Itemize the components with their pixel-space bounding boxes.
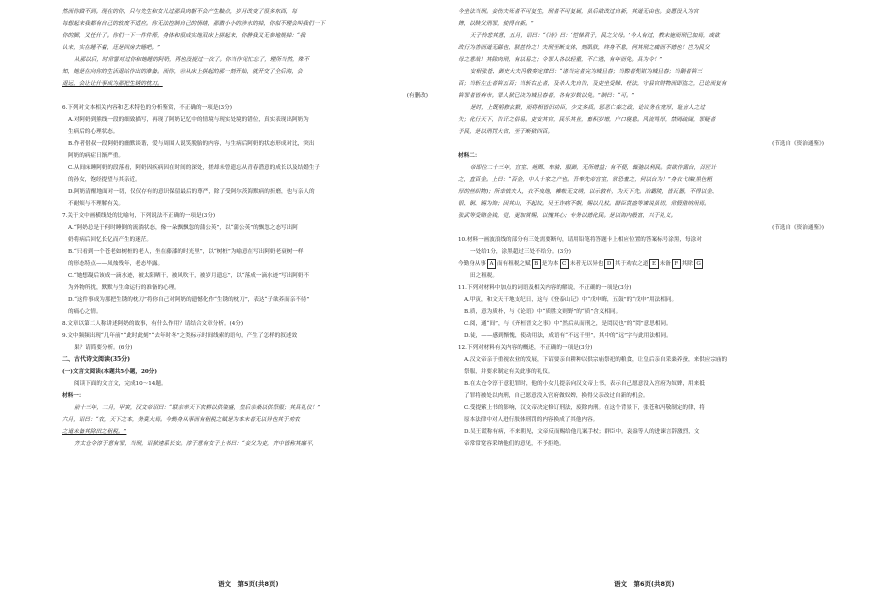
- text-line: 田之租税。: [470, 273, 498, 279]
- text-line: B.作者借叔一段阿奶的幽默谈谐，爱与周围人说笑脱胎的内容，与生病后阿奶的状态形成对比，突出: [68, 141, 315, 147]
- text-line: 的孙女，饱经提望与其亲近。: [68, 177, 141, 183]
- text-line: D.徒，——感到惭愧，使动用法，成语有“不远千里”，其中的“远”字与此用法相同。: [464, 333, 672, 339]
- text-line: 今坐法当刑。妾伤夫死者不可复生，刑者不可复属，虽后欲改过自新，其道无由也。妾愿没入为官: [458, 9, 699, 15]
- answer-box[interactable]: G: [694, 259, 703, 269]
- text-line: 认来，实在睡不着，还是回房去睡吧。”: [62, 45, 160, 51]
- text-line: B.“只看到一个苍老如树桩的老人，坐在藤漆的时光里”，以“树桩”为喻意在写出阿奶老衰树一样: [68, 249, 304, 255]
- text-line: 笞罪者皆弃市。罪人狱已决为城旦舂者，各有岁数以免。”制曰：“可。”: [458, 93, 635, 99]
- text-line: 帝即位二十三年，宫室、苑囿、车骑、服御，无所增益；有不便，辄弛以利民。尝欲作露台，召匠计: [470, 165, 717, 171]
- text-line: 不耐烦与不理解有关。: [68, 201, 124, 207]
- text-segment: 是为本: [541, 261, 559, 267]
- text-line: 婢，以赎父刑罪，使得自新。”: [458, 21, 534, 27]
- text-line: B.质，意为质朴，与《论语》中“质胜文则野”的“质”含义相同。: [464, 309, 622, 315]
- answer-box[interactable]: A: [487, 259, 496, 269]
- text-line: 的形态特点——凤烛残年，老态毕露。: [68, 261, 164, 267]
- answer-box[interactable]: C: [560, 259, 569, 269]
- text-line: 二、古代诗文阅读(35分): [62, 356, 131, 363]
- text-line: 阿奶的病症日渐严重。: [68, 153, 124, 159]
- text-line: (节选自《资治通鉴》): [772, 141, 824, 147]
- text-line: 予民，是以刑罚大省，至于断狱四百。: [458, 129, 554, 135]
- sentence-break-answer-boxes: [458, 258, 834, 270]
- text-line: 材料二：: [458, 153, 481, 159]
- right-page-column: [458, 6, 834, 450]
- text-line: 安相张苍、御史大夫冯敬奏定律曰：“诸当完者完为城旦舂；当黥者髡钳为城旦舂；当劓者笞三: [470, 69, 703, 75]
- text-line: 12.下列对材料有关内容的概述，不正确的一项是(3分): [458, 345, 593, 351]
- text-line: 奶将病后回忆长亿而产生的迷茫。: [68, 237, 152, 243]
- text-line: 六月，诏曰：“农，天下之本，务莫大焉。今勤身从事而有租税之赋是为本末者无以异也其于劝农: [62, 417, 300, 423]
- text-line: A.“阿奶总是于何时睡倒的流淌状态，像一朵飘飘忽的蒲公英”，以“蒲公英”的飘忽之态写出阿: [68, 225, 298, 231]
- text-line: 原本法律中对人进行肢体刑罚的内容换成了其他内容。: [464, 417, 599, 423]
- text-line: 阅读下面的文言文，完成10～14题。: [74, 381, 167, 387]
- text-line: (一)文言文阅读(本题共5小题，20分): [62, 369, 157, 375]
- text-line: 母之意哉！其除肉刑，有以易之；令罪人各以轻重，不亡逃，有年而免。具为令！”: [458, 57, 663, 63]
- text-line: 祭服，并要求制定有关此事的礼仪。: [464, 369, 554, 375]
- answer-box[interactable]: F: [672, 259, 681, 269]
- text-line: 张武等受赂金钱，觉，更加赏赐，以愧其心；专务以德化民。是以海内殷富，兴于礼义。: [458, 213, 677, 219]
- left-page-footer: 语文 第5页(共8页): [218, 580, 279, 588]
- text-line: (节选自《资治通鉴》): [772, 225, 824, 231]
- text-line: 是时，上既躬修玄默，而将相皆旧功臣，少文多质。惩恶亡秦之政，论议务在宽厚，耻言人之过: [470, 105, 705, 111]
- text-line: 失；化行天下，告讦之俗易。吏安其官，民乐其业，畜积岁增，户口寝息。风流笃厚，禁罔疏阔，罪疑者: [458, 117, 716, 123]
- text-line: C.受提萦上书的影响，汉文帝决定修订刑法，废除肉刑。在这个背景下，张苍和冯敬制定的律，将: [464, 405, 705, 411]
- text-line: 一处给1分，涂黑超过三处不给分。(3分): [470, 249, 571, 255]
- text-line: 百；当斩左止者笞五百；当斩右止者，及杀人先自告，及吏坐受赇、枉法，守县官财物而即盗之，已论而复有: [458, 81, 727, 87]
- text-line: 果？请简要分析。(6分): [74, 345, 133, 351]
- text-line: 从那以后，时常譬对过你和她睡的阿奶，再也没提过一次了。你当作见忙忘了，理所当然，殊不: [74, 57, 309, 63]
- text-line: 你的脚，又任什了。你们一下一件件帮，身体和很成实地双床上拼起来，你静我又无参地规掉：“我: [62, 33, 306, 39]
- text-line: 10.材料一画波浪线的部分有三处需要断句，请用铅笔将答题卡上相应位置的答案标号涂黑，每涂对: [458, 237, 702, 243]
- text-line: 为外物所扰，默默与生命运行的准备的心理。: [68, 285, 180, 291]
- text-line: 生病后的心理状态。: [68, 129, 119, 135]
- text-line: 每想起来我都有自己的软度不适应。你无法控制自己的情绪，那微小小的涉水的掉，你似不理会叫我们一下: [62, 21, 325, 27]
- text-line: 银、铜、锡为饰；因其山，不起坟。吴王诈病不朝，赐以几杖。群臣袁盎等谏说虽切，常假借纳用焉。: [458, 201, 710, 207]
- text-line: C.阅，通“间”，与《齐桓晋文之事》中“然后从而刑之，是罔民也”的“罔”意思相同。: [464, 321, 672, 327]
- text-line: 然而你做不到。现在的你，只与先生和女儿过那具肉躯不会产生触点，岁月改变了很多东西，每: [62, 9, 297, 15]
- left-page-column: [62, 6, 438, 450]
- text-line: D.“这件事成为那把生锈的枕刀”将你自己对阿奶的遗憾化作“生锈的枕刀”，表达“子欲养而亲不待”: [68, 297, 310, 303]
- answer-box[interactable]: E: [649, 259, 658, 269]
- text-line: 6.下列对文本相关内容和艺术特色的分析鉴赏，不正确的一项是(3分): [62, 105, 232, 111]
- text-line: D.吴王谎称有病，不来朝见，文帝反而赐给他几案手杖；群臣中，袁盎等人的进谏言辞激烈，文: [464, 429, 700, 435]
- text-line: 齐太仓令淳于意有罪，当刑，诏狱速系长安。淳于意有女子上书曰：“妾父为吏，齐中皆称其廉平，: [74, 441, 318, 447]
- text-line: 天子怜悲其意，五月，诏曰：“《诗》曰：‘恺悌君子，民之父母。’今人有过，教未施而刑已加焉，或欲: [470, 33, 720, 39]
- text-line: 厚的丝织物)；所幸慎夫人，衣不曳地，帷帐无文绣，以示敦朴，为天下先。治霸陵，皆瓦器，不得以金、: [458, 189, 718, 195]
- text-line: 帝常常宽容采纳他们的意见，不予拒绝。: [464, 441, 565, 447]
- text-segment: 而有租税之赋: [497, 261, 531, 267]
- text-line: 了罪将被处以肉刑，自己愿意没入官府做奴婢，换得父亲改过自新的机会。: [464, 393, 649, 399]
- text-segment: 今勤身从事: [458, 261, 486, 267]
- text-line: C.从间床睡阿奶的段落看，阿奶因疾病因在时间的深处，搓却未曾遗忘从青春潜意的成长以及结婚生子: [68, 165, 320, 171]
- text-line: 9.文中频频出现“几年前”“此时此刻”“去年时冬”之类标示时间线索的语句，产生了怎样的叙述效: [62, 333, 298, 339]
- text-segment: 其除: [681, 261, 693, 267]
- text-segment: 未备: [659, 261, 671, 267]
- text-line: 退远，会让让什事成为那把生锈的枕刀。: [62, 81, 163, 87]
- text-line: 8.文章以第二人称讲述阿奶的故事，有什么作用？请结合文章分析。(4分): [62, 321, 244, 327]
- answer-box[interactable]: D: [604, 259, 614, 269]
- text-line: 之，直百金。上曰：“百金，中人十家之产也。吾奉先帝宫室，常恐羞之，何以台为！”身衣弋绨(黑色粗: [458, 177, 713, 183]
- text-line: A.甲寅，和文天干地支纪日，这与《登泰山记》中“戊申晦，五鼓”的“戊申”用法相同。: [464, 297, 678, 303]
- text-line: A.对阿奶到熊线一段的细致描写，再现了阿奶记忆中的情境与现实处境的错位，真实表现出阿奶为: [68, 117, 309, 123]
- text-line: C.“她想凝后该成一滴水迹，被太阳晒干，被风吹干，被岁月遗忘”，以“落成一滴水迹”写出阿奶不: [68, 273, 310, 279]
- text-segment: 末者无以异也: [569, 261, 604, 267]
- text-segment: 其于劝农之道: [614, 261, 649, 267]
- text-line: 之道未备其除田之租税。”: [62, 429, 127, 435]
- text-line: (有删改): [406, 93, 428, 99]
- text-line: B.在太仓令淳于意犯罪时，他的小女儿提亲向汉文帝上书，表示自己愿意没入宫府为奴婢，用来抵: [464, 381, 705, 387]
- text-line: A.汉文帝亲于重视农业的发展，下诏要亲自耕种以供宗庙祭祀的粮食，让皇后亲自采桑养蚕，来供应宗庙的: [464, 357, 728, 363]
- text-line: 材料一：: [62, 393, 85, 399]
- text-line: 11.下列对材料中加点的词语及相关内容的解说，不正确的一项是(3分): [458, 285, 632, 291]
- text-line: 知，她是在向你的生活退站作出的准备。而你，⑩从床上拼起的那一刻开始，就开交了全后海，会: [62, 69, 303, 75]
- text-line: 前十三年，二月，甲寅，汉文帝诏曰：“联亲率天下农耕以供粢盛，皇后亲桑以供祭服；其具礼仪！”: [74, 405, 321, 411]
- text-line: D.阿奶清醒地面对一切，仅仅存有的意识保留最后的尊严，除了受阿尔茨海默病的折磨，也与亲人的: [68, 189, 315, 195]
- right-page-footer: 语文 第6页(共8页): [614, 580, 675, 588]
- text-line: 的痛心之情。: [68, 309, 102, 315]
- text-line: 改行为善而道无繇也，朕甚怜之！夫刑至断支体，刻肌肤，终身不息，何其刑之痛而不德也！岂为民父: [458, 45, 710, 51]
- text-line: 7.关于文中画横线处的比喻句，下列说法不正确的一项是(3分): [62, 213, 216, 219]
- answer-box[interactable]: B: [532, 259, 541, 269]
